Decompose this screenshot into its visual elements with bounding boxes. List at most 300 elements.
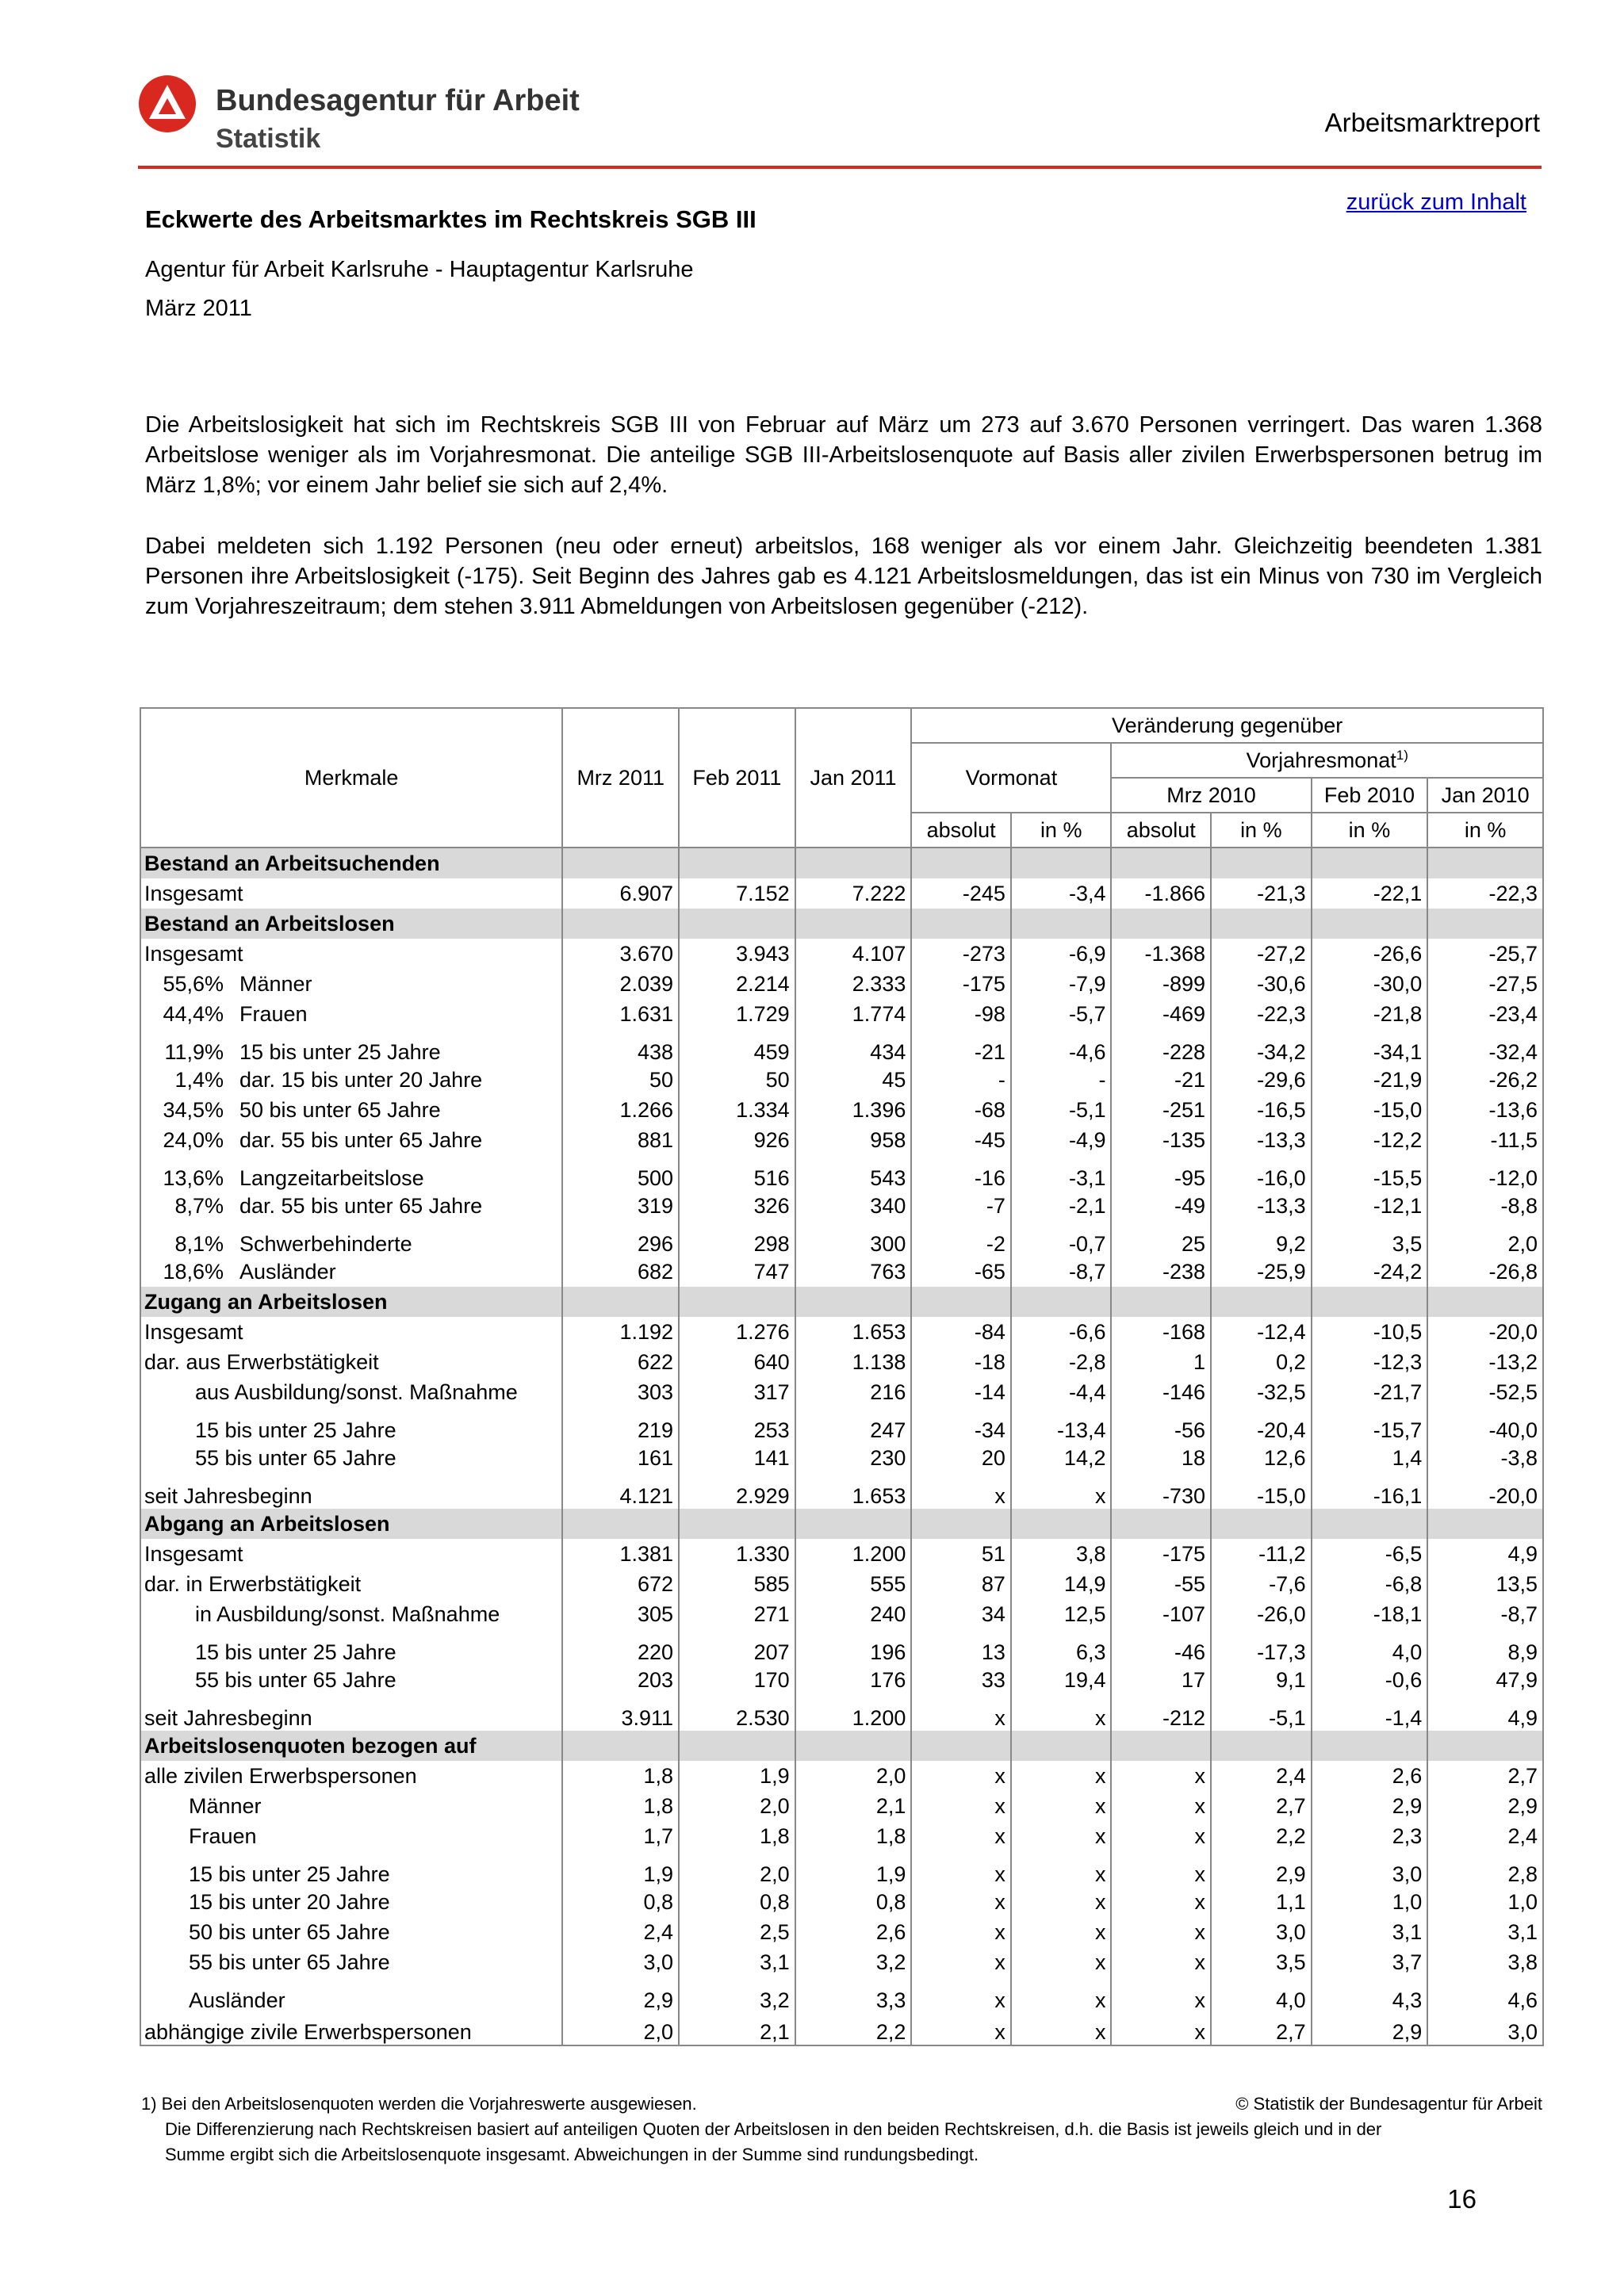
section-header-row <box>140 1509 1543 1539</box>
section-fill-cell <box>1312 1509 1428 1539</box>
section-fill-cell <box>1011 848 1112 878</box>
value-cell: 4,0 <box>1211 1977 1312 2013</box>
value-cell: 1,9 <box>562 1851 679 1887</box>
value-cell: -84 <box>911 1317 1011 1347</box>
section-label: Zugang an Arbeitslosen <box>140 1287 562 1317</box>
value-cell: x <box>1111 1947 1211 1977</box>
value-cell: x <box>1111 1917 1211 1947</box>
value-cell: 7.152 <box>679 878 795 909</box>
value-cell: -25,7 <box>1427 939 1543 969</box>
footnote-1: 1) Bei den Arbeitslosenquoten werden die Vorjahreswerte ausgewiesen. <box>141 2094 697 2114</box>
value-cell: -40,0 <box>1427 1407 1543 1443</box>
value-cell: x <box>1011 1851 1112 1887</box>
value-cell: -16,5 <box>1211 1095 1312 1125</box>
header-mrz-2011: Mrz 2011 <box>562 708 679 848</box>
value-cell: x <box>911 1917 1011 1947</box>
value-cell: 1,4 <box>1312 1443 1428 1473</box>
value-cell: -228 <box>1111 1029 1211 1065</box>
value-cell: 543 <box>795 1155 912 1191</box>
labour-market-table <box>140 707 1544 2046</box>
value-cell: -8,8 <box>1427 1191 1543 1221</box>
row-label-cell <box>140 1569 562 1599</box>
table-row <box>140 1599 1543 1629</box>
value-cell: 1.631 <box>562 999 679 1029</box>
section-fill-cell <box>1111 848 1211 878</box>
table-row <box>140 1695 1543 1731</box>
value-cell: 0,8 <box>679 1887 795 1917</box>
value-cell: 1.334 <box>679 1095 795 1125</box>
value-cell: x <box>911 1791 1011 1821</box>
value-cell: 51 <box>911 1539 1011 1569</box>
value-cell: 203 <box>562 1665 679 1695</box>
value-cell: x <box>1111 1761 1211 1791</box>
value-cell: 1.276 <box>679 1317 795 1347</box>
value-cell: 2.333 <box>795 969 912 999</box>
value-cell: 6.907 <box>562 878 679 909</box>
value-cell: 13,5 <box>1427 1569 1543 1599</box>
value-cell: -21 <box>1111 1065 1211 1095</box>
value-cell: -12,2 <box>1312 1125 1428 1155</box>
value-cell: x <box>1011 1887 1112 1917</box>
header-vormonat-absolut: absolut <box>911 813 1011 848</box>
value-cell: 2,9 <box>1211 1851 1312 1887</box>
value-cell: x <box>1111 1977 1211 2013</box>
value-cell: -2 <box>911 1221 1011 1257</box>
value-cell: 170 <box>679 1665 795 1695</box>
value-cell: x <box>1011 1791 1112 1821</box>
table-row <box>140 999 1543 1029</box>
value-cell: 2,6 <box>1312 1761 1428 1791</box>
table-row <box>140 1761 1543 1791</box>
value-cell: 1.200 <box>795 1695 912 1731</box>
value-cell: 500 <box>562 1155 679 1191</box>
value-cell: 230 <box>795 1443 912 1473</box>
value-cell: -3,4 <box>1011 878 1112 909</box>
row-label-cell <box>140 1821 562 1851</box>
value-cell: -32,5 <box>1211 1377 1312 1407</box>
value-cell: 2,9 <box>1312 2013 1428 2045</box>
value-cell: 2,0 <box>562 2013 679 2045</box>
value-cell: 763 <box>795 1257 912 1287</box>
table-header <box>140 708 1543 848</box>
value-cell: 1 <box>1111 1347 1211 1377</box>
value-cell: 340 <box>795 1191 912 1221</box>
section-fill-cell <box>1312 1731 1428 1761</box>
value-cell: x <box>1111 1791 1211 1821</box>
table-row <box>140 1065 1543 1095</box>
table-row <box>140 1155 1543 1191</box>
value-cell: -68 <box>911 1095 1011 1125</box>
value-cell: 2,5 <box>679 1917 795 1947</box>
value-cell: -98 <box>911 999 1011 1029</box>
header-merkmale: Merkmale <box>140 708 562 848</box>
section-fill-cell <box>679 1509 795 1539</box>
table-row <box>140 969 1543 999</box>
row-label: 55 bis unter 65 Jahre <box>189 1950 390 1974</box>
value-cell: 34 <box>911 1599 1011 1629</box>
value-cell: 2,6 <box>795 1917 912 1947</box>
value-cell: 1.381 <box>562 1539 679 1569</box>
value-cell: -13,4 <box>1011 1407 1112 1443</box>
row-label-cell <box>140 1629 562 1665</box>
share-percent: 44,4% <box>163 1001 224 1026</box>
page-title: Eckwerte des Arbeitsmarktes im Rechtskreis SGB III <box>145 205 756 233</box>
value-cell: 2.039 <box>562 969 679 999</box>
value-cell: 220 <box>562 1629 679 1665</box>
header-vorjahresmonat <box>1111 743 1543 778</box>
value-cell: 253 <box>679 1407 795 1443</box>
table-row <box>140 1851 1543 1887</box>
value-cell: 2.929 <box>679 1473 795 1509</box>
value-cell: -5,1 <box>1011 1095 1112 1125</box>
value-cell: 207 <box>679 1629 795 1665</box>
value-cell: 326 <box>679 1191 795 1221</box>
value-cell: -1,4 <box>1312 1695 1428 1731</box>
table-row <box>140 1443 1543 1473</box>
value-cell: x <box>1111 1851 1211 1887</box>
value-cell: 3,0 <box>1427 2013 1543 2045</box>
row-label-cell <box>140 1473 562 1509</box>
value-cell: 240 <box>795 1599 912 1629</box>
value-cell: -52,5 <box>1427 1377 1543 1407</box>
value-cell: 555 <box>795 1569 912 1599</box>
value-cell: 296 <box>562 1221 679 1257</box>
section-fill-cell <box>795 909 912 939</box>
row-label-cell <box>140 969 562 999</box>
section-fill-cell <box>1211 848 1312 878</box>
value-cell: 1,7 <box>562 1821 679 1851</box>
value-cell: 640 <box>679 1347 795 1377</box>
value-cell: x <box>1011 1695 1112 1731</box>
row-label: Insgesamt <box>144 941 243 966</box>
value-cell: 2,3 <box>1312 1821 1428 1851</box>
value-cell: -21 <box>911 1029 1011 1065</box>
value-cell: 926 <box>679 1125 795 1155</box>
footnote-3: Summe ergibt sich die Arbeitslosenquote insgesamt. Abweichungen in der Summe sind rundungsbedingt. <box>165 2145 979 2164</box>
back-to-contents-link[interactable]: zurück zum Inhalt <box>1346 189 1526 215</box>
row-label-cell <box>140 1407 562 1443</box>
value-cell: -0,7 <box>1011 1221 1112 1257</box>
value-cell: x <box>1111 1887 1211 1917</box>
header-feb-2011: Feb 2011 <box>679 708 795 848</box>
value-cell: -22,3 <box>1427 878 1543 909</box>
value-cell: -6,8 <box>1312 1569 1428 1599</box>
value-cell: -65 <box>911 1257 1011 1287</box>
row-label-cell <box>140 1761 562 1791</box>
value-cell: 1,0 <box>1427 1887 1543 1917</box>
footnote-2: Die Differenzierung nach Rechtskreisen basiert auf anteiligen Quoten der Arbeitslosen in den beiden Rechtskreisen, d.h. die Basis ist jeweils gleich und in der <box>165 2119 1382 2139</box>
value-cell: -7 <box>911 1191 1011 1221</box>
value-cell: -212 <box>1111 1695 1211 1731</box>
value-cell: 1,9 <box>679 1761 795 1791</box>
header-vorjahr-absolut: absolut <box>1111 813 1211 848</box>
table-row <box>140 1095 1543 1125</box>
value-cell: -7,9 <box>1011 969 1112 999</box>
value-cell: 2,7 <box>1211 1791 1312 1821</box>
value-cell: x <box>1011 1821 1112 1851</box>
header-veraenderung: Veränderung gegenüber <box>911 708 1543 743</box>
row-label-cell <box>140 1347 562 1377</box>
table-body <box>140 848 1543 2045</box>
table-row <box>140 1791 1543 1821</box>
value-cell: 3,8 <box>1011 1539 1112 1569</box>
header-vorjahresmonat-label: Vorjahresmonat <box>1246 748 1396 772</box>
value-cell: 1,8 <box>795 1821 912 1851</box>
value-cell: 1.266 <box>562 1095 679 1125</box>
value-cell: -175 <box>1111 1539 1211 1569</box>
value-cell: 303 <box>562 1377 679 1407</box>
row-label: abhängige zivile Erwerbspersonen <box>144 2020 472 2044</box>
share-percent: 11,9% <box>164 1040 224 1064</box>
value-cell: x <box>1011 1761 1112 1791</box>
section-fill-cell <box>562 909 679 939</box>
section-fill-cell <box>1312 909 1428 939</box>
section-fill-cell <box>911 1509 1011 1539</box>
value-cell: 2,1 <box>679 2013 795 2045</box>
value-cell: 2,0 <box>795 1761 912 1791</box>
value-cell: -12,1 <box>1312 1191 1428 1221</box>
value-cell: x <box>911 1851 1011 1887</box>
value-cell: 3,3 <box>795 1977 912 2013</box>
value-cell: 1.330 <box>679 1539 795 1569</box>
value-cell: 3,1 <box>1312 1917 1428 1947</box>
header-vorjahr-pct: in % <box>1211 813 1312 848</box>
value-cell: 2,0 <box>679 1851 795 1887</box>
value-cell: 8,9 <box>1427 1629 1543 1665</box>
row-label-cell <box>140 1851 562 1887</box>
value-cell: -15,0 <box>1312 1095 1428 1125</box>
section-fill-cell <box>1011 1731 1112 1761</box>
row-label: 15 bis unter 25 Jahre <box>189 1862 390 1886</box>
value-cell: 271 <box>679 1599 795 1629</box>
value-cell: 0,2 <box>1211 1347 1312 1377</box>
value-cell: -15,0 <box>1211 1473 1312 1509</box>
value-cell: 1,1 <box>1211 1887 1312 1917</box>
value-cell: -15,7 <box>1312 1407 1428 1443</box>
section-header-row <box>140 1287 1543 1317</box>
value-cell: -168 <box>1111 1317 1211 1347</box>
value-cell: 300 <box>795 1221 912 1257</box>
table-row <box>140 1473 1543 1509</box>
value-cell: 4.107 <box>795 939 912 969</box>
value-cell: -20,4 <box>1211 1407 1312 1443</box>
section-fill-cell <box>1211 909 1312 939</box>
value-cell: 176 <box>795 1665 912 1695</box>
header-divider <box>138 166 1542 169</box>
value-cell: -3,1 <box>1011 1155 1112 1191</box>
value-cell: 2,2 <box>1211 1821 1312 1851</box>
table-row <box>140 1665 1543 1695</box>
value-cell: 3.670 <box>562 939 679 969</box>
value-cell: 2,7 <box>1211 2013 1312 2045</box>
value-cell: 3,0 <box>1312 1851 1428 1887</box>
section-fill-cell <box>795 1509 912 1539</box>
value-cell: 17 <box>1111 1665 1211 1695</box>
row-label-cell <box>140 1191 562 1221</box>
row-label: Ausländer <box>239 1259 336 1284</box>
section-fill-cell <box>911 848 1011 878</box>
row-label-cell <box>140 1317 562 1347</box>
row-label-cell <box>140 1257 562 1287</box>
value-cell: 1,8 <box>562 1791 679 1821</box>
row-label: seit Jahresbeginn <box>144 1706 312 1730</box>
section-label: Bestand an Arbeitslosen <box>140 909 562 939</box>
value-cell: -32,4 <box>1427 1029 1543 1065</box>
value-cell: 7.222 <box>795 878 912 909</box>
section-fill-cell <box>1312 1287 1428 1317</box>
value-cell: 14,9 <box>1011 1569 1112 1599</box>
summary-paragraph-2: Dabei meldeten sich 1.192 Personen (neu oder erneut) arbeitslos, 168 weniger als vor einem Jahr. Gleichzeitig beendeten 1.381 Personen ihre Arbeitslosigkeit (-175). Seit Beginn des Jahres gab es 4.121 Arbeitslosmeldungen, das ist ein Minus von 730 im Vergleich zum Vorjahreszeitraum; dem stehen 3.911 Abmeldungen von Arbeitslosen gegenüber (-212). <box>145 534 1542 619</box>
row-label: 55 bis unter 65 Jahre <box>195 1445 396 1470</box>
value-cell: 2.214 <box>679 969 795 999</box>
value-cell: 516 <box>679 1155 795 1191</box>
value-cell: -29,6 <box>1211 1065 1312 1095</box>
value-cell: 434 <box>795 1029 912 1065</box>
table-row <box>140 1125 1543 1155</box>
value-cell: -5,7 <box>1011 999 1112 1029</box>
value-cell: 3,0 <box>562 1947 679 1977</box>
value-cell: x <box>1011 1473 1112 1509</box>
value-cell: 3,1 <box>1427 1917 1543 1947</box>
value-cell: 216 <box>795 1377 912 1407</box>
value-cell: 20 <box>911 1443 1011 1473</box>
section-fill-cell <box>1211 1287 1312 1317</box>
agency-name: Agentur für Arbeit Karlsruhe - Hauptagentur Karlsruhe <box>145 257 694 282</box>
value-cell: 3,2 <box>795 1947 912 1977</box>
value-cell: x <box>1011 1977 1112 2013</box>
section-fill-cell <box>679 848 795 878</box>
value-cell: 9,1 <box>1211 1665 1312 1695</box>
value-cell: x <box>1111 2013 1211 2045</box>
section-fill-cell <box>1312 848 1428 878</box>
row-label: Insgesamt <box>144 881 243 905</box>
footnote-marker: 1) <box>1396 748 1408 763</box>
value-cell: -22,1 <box>1312 878 1428 909</box>
row-label: Ausländer <box>189 1988 285 2012</box>
value-cell: -2,1 <box>1011 1191 1112 1221</box>
value-cell: 2,9 <box>1427 1791 1543 1821</box>
row-label-cell <box>140 1377 562 1407</box>
value-cell: -251 <box>1111 1095 1211 1125</box>
value-cell: 50 <box>679 1065 795 1095</box>
value-cell: -26,8 <box>1427 1257 1543 1287</box>
value-cell: 2,0 <box>1427 1221 1543 1257</box>
value-cell: 2,7 <box>1427 1761 1543 1791</box>
header-jan-2011: Jan 2011 <box>795 708 912 848</box>
value-cell: -469 <box>1111 999 1211 1029</box>
value-cell: -13,6 <box>1427 1095 1543 1125</box>
value-cell: 14,2 <box>1011 1443 1112 1473</box>
row-label: Frauen <box>189 1823 257 1848</box>
table-row <box>140 1377 1543 1407</box>
value-cell: x <box>911 1887 1011 1917</box>
value-cell: 298 <box>679 1221 795 1257</box>
value-cell: -12,3 <box>1312 1347 1428 1377</box>
value-cell: 622 <box>562 1347 679 1377</box>
section-fill-cell <box>795 1287 912 1317</box>
section-fill-cell <box>1211 1731 1312 1761</box>
section-fill-cell <box>911 1731 1011 1761</box>
table-row <box>140 1257 1543 1287</box>
value-cell: -18 <box>911 1347 1011 1377</box>
value-cell: 958 <box>795 1125 912 1155</box>
value-cell: - <box>1011 1065 1112 1095</box>
value-cell: -46 <box>1111 1629 1211 1665</box>
share-percent: 34,5% <box>163 1097 224 1122</box>
value-cell: 585 <box>679 1569 795 1599</box>
header-feb-2010: Feb 2010 <box>1312 778 1428 813</box>
value-cell: -16,1 <box>1312 1473 1428 1509</box>
value-cell: 682 <box>562 1257 679 1287</box>
value-cell: -4,9 <box>1011 1125 1112 1155</box>
value-cell: -26,6 <box>1312 939 1428 969</box>
table-row <box>140 1629 1543 1665</box>
value-cell: 1.396 <box>795 1095 912 1125</box>
row-label: 50 bis unter 65 Jahre <box>189 1919 390 1944</box>
section-fill-cell <box>1111 1287 1211 1317</box>
value-cell: -34 <box>911 1407 1011 1443</box>
table-row <box>140 1539 1543 1569</box>
value-cell: -23,4 <box>1427 999 1543 1029</box>
section-fill-cell <box>1427 1509 1543 1539</box>
section-fill-cell <box>562 1509 679 1539</box>
value-cell: 196 <box>795 1629 912 1665</box>
section-fill-cell <box>562 1287 679 1317</box>
value-cell: 2,0 <box>679 1791 795 1821</box>
table-row <box>140 1977 1543 2013</box>
row-label: dar. in Erwerbstätigkeit <box>144 1571 362 1596</box>
value-cell: 1,0 <box>1312 1887 1428 1917</box>
value-cell: 12,6 <box>1211 1443 1312 1473</box>
value-cell: 3.943 <box>679 939 795 969</box>
value-cell: -34,2 <box>1211 1029 1312 1065</box>
row-label-cell <box>140 1887 562 1917</box>
section-fill-cell <box>1111 1731 1211 1761</box>
value-cell: -7,6 <box>1211 1569 1312 1599</box>
value-cell: 317 <box>679 1377 795 1407</box>
value-cell: 2,9 <box>1312 1791 1428 1821</box>
row-label: Insgesamt <box>144 1541 243 1566</box>
section-fill-cell <box>1427 848 1543 878</box>
value-cell: 1,9 <box>795 1851 912 1887</box>
section-fill-cell <box>1111 1509 1211 1539</box>
value-cell: 3,2 <box>679 1977 795 2013</box>
value-cell: 3,5 <box>1211 1947 1312 1977</box>
row-label: seit Jahresbeginn <box>144 1484 312 1508</box>
row-label: Frauen <box>239 1001 308 1026</box>
value-cell: 3,8 <box>1427 1947 1543 1977</box>
value-cell: -21,9 <box>1312 1065 1428 1095</box>
section-fill-cell <box>1011 909 1112 939</box>
value-cell: x <box>911 1473 1011 1509</box>
share-percent: 55,6% <box>163 971 224 996</box>
value-cell: -15,5 <box>1312 1155 1428 1191</box>
table-row <box>140 1191 1543 1221</box>
value-cell: -12,0 <box>1427 1155 1543 1191</box>
row-label-cell <box>140 1917 562 1947</box>
value-cell: 0,8 <box>795 1887 912 1917</box>
value-cell: 2,4 <box>1427 1821 1543 1851</box>
section-label: Arbeitslosenquoten bezogen auf <box>140 1731 562 1761</box>
section-fill-cell <box>1111 909 1211 939</box>
row-label-cell <box>140 1977 562 2013</box>
section-fill-cell <box>911 909 1011 939</box>
value-cell: x <box>1011 2013 1112 2045</box>
value-cell: -6,9 <box>1011 939 1112 969</box>
row-label-cell <box>140 1029 562 1065</box>
value-cell: x <box>911 1761 1011 1791</box>
row-label-cell <box>140 1125 562 1155</box>
